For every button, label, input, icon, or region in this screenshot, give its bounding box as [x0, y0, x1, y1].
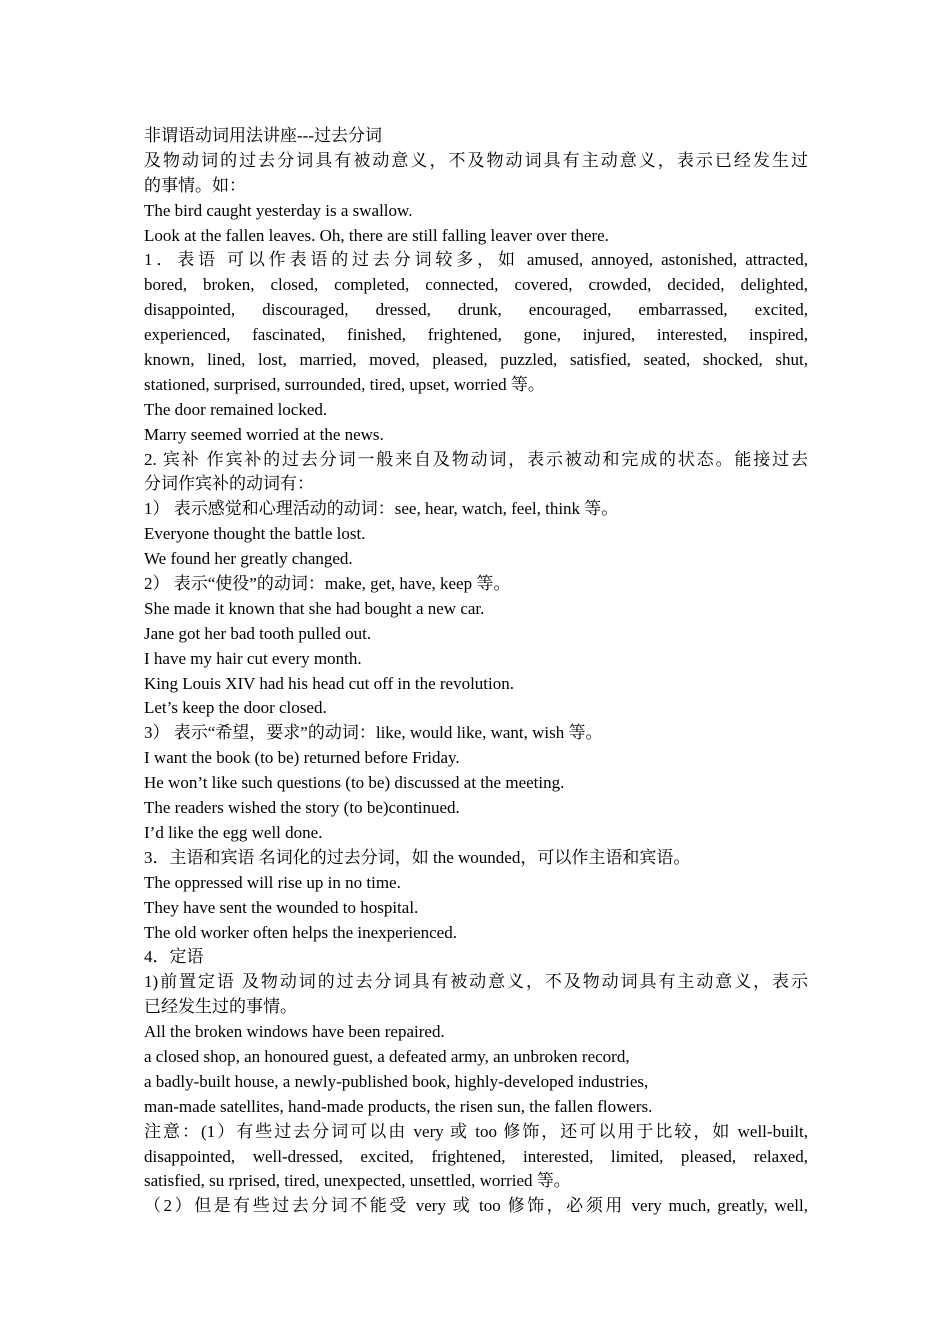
text-line: The door remained locked.: [144, 399, 328, 419]
document-body: [144, 124, 808, 1219]
text-line: a closed shop, an honoured guest, a defeated army, an unbroken record,: [144, 1046, 630, 1066]
text-line: I have my hair cut every month.: [144, 648, 362, 668]
text-line: 注意：(1）有些过去分词可以由 very 或 too 修饰，还可以用于比较，如 well-built,: [144, 1121, 808, 1141]
text-line: stationed, surprised, surrounded, tired, upset, worried 等。: [144, 374, 545, 394]
text-line: 3） 表示“希望，要求”的动词：like, would like, want, wish 等。: [144, 723, 603, 743]
text-line: bored, broken, closed, completed, connected, covered, crowded, decided, delighted,: [144, 275, 808, 295]
text-line: 1)前置定语 及物动词的过去分词具有被动意义，不及物动词具有主动意义，表示: [144, 972, 808, 992]
text-line: 的事情。如：: [144, 175, 246, 195]
text-line: King Louis XIV had his head cut off in the revolution.: [144, 673, 515, 693]
text-line: 非谓语动词用法讲座---过去分词: [144, 126, 382, 145]
text-line: 已经发生过的事情。: [144, 997, 297, 1017]
text-line: disappointed, well-dressed, excited, frightened, interested, limited, pleased, relaxed,: [144, 1146, 808, 1166]
text-line: disappointed, discouraged, dressed, drunk, encouraged, embarrassed, excited,: [144, 300, 808, 320]
text-line: 2） 表示“使役”的动词：make, get, have, keep 等。: [144, 574, 511, 594]
text-line: man-made satellites, hand-made products, the risen sun, the fallen flowers.: [144, 1096, 653, 1116]
text-line: （2）但是有些过去分词不能受 very 或 too 修饰，必须用 very much, greatly, well,: [144, 1196, 808, 1216]
text-line: Let’s keep the door closed.: [144, 698, 327, 718]
text-line: Jane got her bad tooth pulled out.: [144, 623, 372, 643]
text-line: The oppressed will rise up in no time.: [144, 872, 401, 892]
text-line: Look at the fallen leaves. Oh, there are still falling leaver over there.: [144, 225, 609, 245]
text-line: We found her greatly changed.: [144, 549, 353, 569]
text-line: 及物动词的过去分词具有被动意义，不及物动词具有主动意义，表示已经发生过: [144, 150, 808, 170]
text-line: I’d like the egg well done.: [144, 822, 323, 842]
text-line: 3．主语和宾语 名词化的过去分词，如 the wounded，可以作主语和宾语。: [144, 847, 691, 867]
text-line: The bird caught yesterday is a swallow.: [144, 200, 413, 220]
text-line: satisfied, su rprised, tired, unexpected, unsettled, worried 等。: [144, 1171, 571, 1191]
text-line: They have sent the wounded to hospital.: [144, 897, 419, 917]
text-line: Marry seemed worried at the news.: [144, 424, 384, 444]
text-line: 2. 宾补 作宾补的过去分词一般来自及物动词，表示被动和完成的状态。能接过去: [144, 449, 808, 469]
text-line: I want the book (to be) returned before Friday.: [144, 748, 460, 768]
text-line: All the broken windows have been repaired.: [144, 1022, 445, 1042]
text-line: experienced, fascinated, finished, frightened, gone, injured, interested, inspired,: [144, 325, 808, 345]
text-line: She made it known that she had bought a new car.: [144, 598, 485, 618]
text-line: known, lined, lost, married, moved, pleased, puzzled, satisfied, seated, shocked, shut,: [144, 350, 808, 370]
text-line: The readers wished the story (to be)continued.: [144, 798, 460, 818]
text-line: He won’t like such questions (to be) discussed at the meeting.: [144, 773, 565, 793]
text-line: 1．表语 可以作表语的过去分词较多，如 amused, annoyed, astonished, attracted,: [144, 250, 808, 270]
text-line: a badly-built house, a newly-published book, highly-developed industries,: [144, 1071, 649, 1091]
text-line: Everyone thought the battle lost.: [144, 524, 366, 544]
text-line: The old worker often helps the inexperienced.: [144, 922, 457, 942]
text-line: 4．定语: [144, 947, 204, 967]
text-line: 1） 表示感觉和心理活动的动词：see, hear, watch, feel, think 等。: [144, 499, 619, 519]
text-line: 分词作宾补的动词有：: [144, 474, 314, 494]
